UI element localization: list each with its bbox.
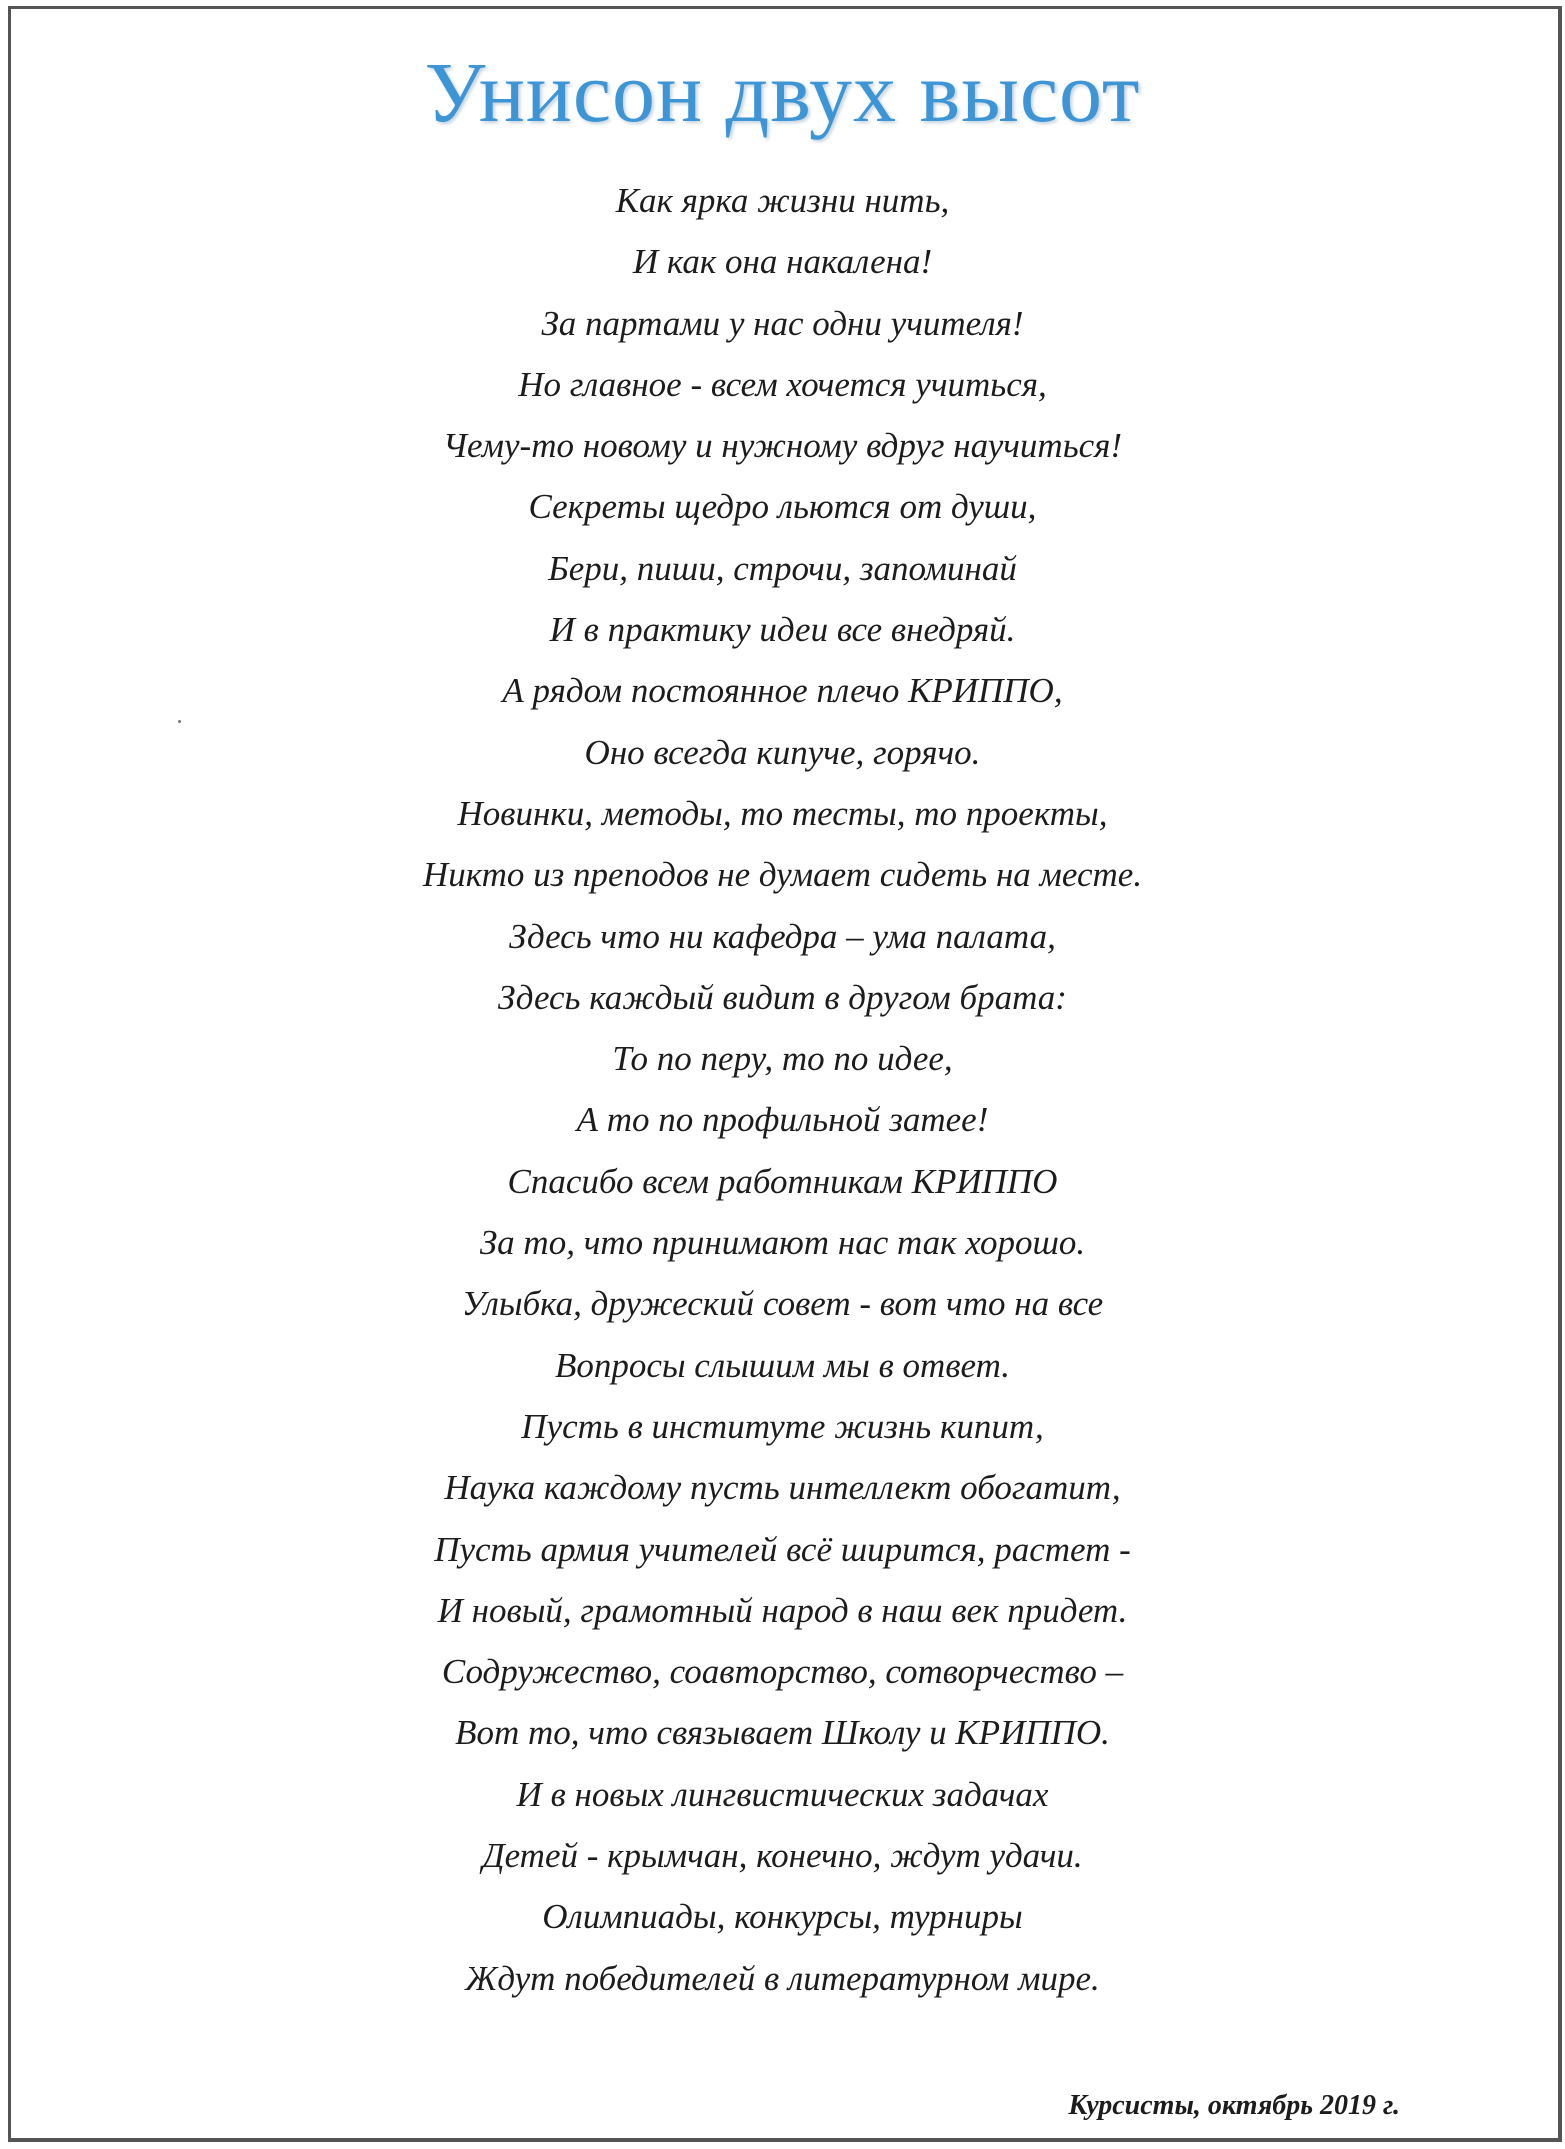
poem-line: Вопросы слышим мы в ответ. [554,1345,1011,1385]
poem-line: Спасибо всем работникам КРИППО [507,1161,1058,1201]
scan-speck [178,720,181,723]
poem-line: Пусть армия учителей всё ширится, растет - [434,1529,1131,1569]
poem-body [0,170,1565,2009]
poem-line: Но главное - всем хочется учиться, [518,364,1047,404]
poem-line: Олимпиады, конкурсы, турниры [542,1897,1023,1937]
poem-line: Новинки, методы, то тесты, то проекты, [457,793,1108,833]
poem-line: То по перу, то по идее, [612,1039,953,1079]
poem-line: Наука каждому пусть интеллект обогатит, [444,1468,1121,1508]
poem-line: Здесь что ни кафедра – ума палата, [509,916,1056,956]
poem-line: Улыбка, дружеский совет - вот что на все [461,1284,1104,1324]
poem-line: Вот то, что связывает Школу и КРИППО. [455,1713,1110,1753]
poem-line: Секреты щедро льются от души, [528,487,1037,527]
poem-line: И как она накалена! [632,242,933,282]
poem-line: Как ярка жизни нить, [615,181,950,220]
poem-line: Никто из преподов не думает сидеть на месте. [422,855,1143,895]
poem-line: А рядом постоянное плечо КРИППО, [502,671,1063,711]
poem-line: Детей - крымчан, конечно, ждут удачи. [482,1836,1083,1876]
poem-title: Унисон двух высот [424,44,1141,140]
poem-line: За партами у нас одни учителя! [541,303,1024,343]
poem-line: Чему-то новому и нужному вдруг научиться! [442,426,1123,466]
signature: Курсисты, октябрь 2019 г. [1068,2090,1400,2121]
poem-line: Пусть в институте жизнь кипит, [521,1406,1044,1446]
poem-line: Здесь каждый видит в другом брата: [498,977,1067,1017]
poem-line: Содружество, соавторство, сотворчество – [441,1652,1124,1692]
poem-line: И новый, грамотный народ в наш век придет. [437,1590,1128,1630]
poem-line: И в новых лингвистических задачах [516,1774,1049,1814]
poem-line: За то, что принимают нас так хорошо. [479,1223,1086,1263]
poem-line: Оно всегда кипуче, горячо. [584,732,981,772]
poem-line: Ждут победителей в литературном мире. [465,1958,1100,1998]
poem-line: Бери, пиши, строчи, запоминай [548,548,1017,588]
poem-line: И в практику идеи все внедряй. [549,610,1016,650]
poem-line: А то по профильной затее! [576,1100,989,1140]
